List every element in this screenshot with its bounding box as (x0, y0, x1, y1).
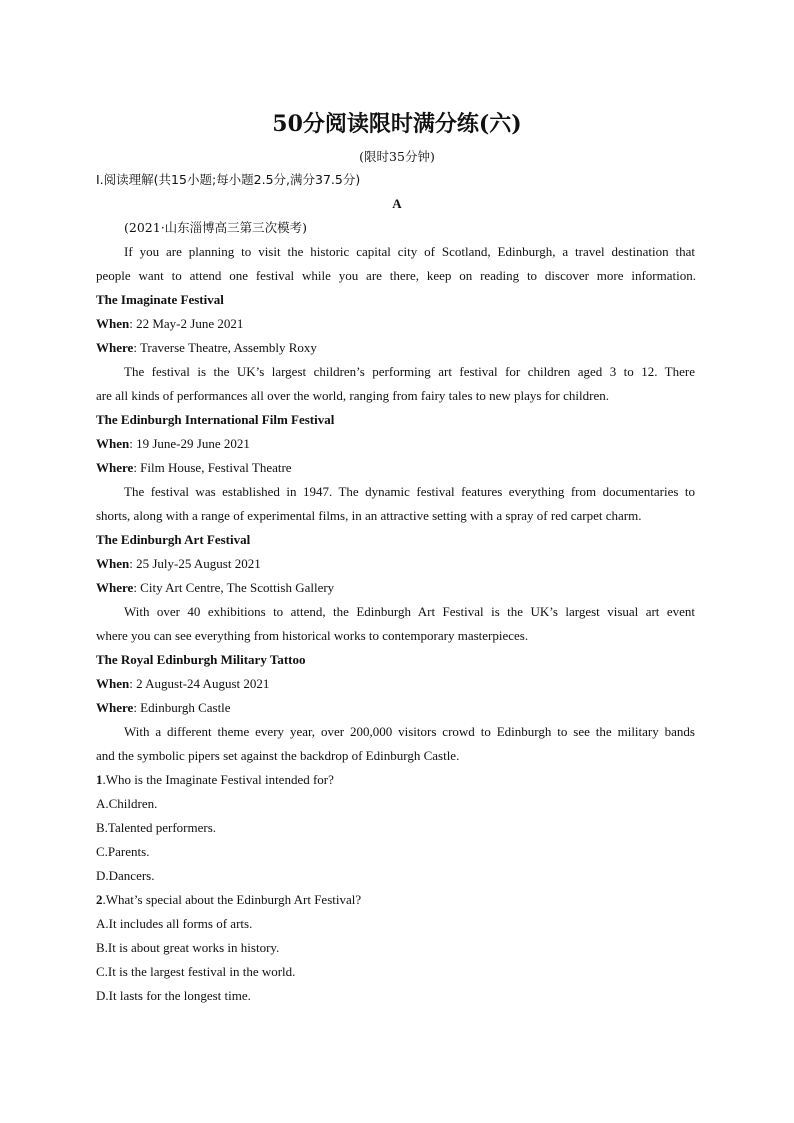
when-value: : 19 June-29 June 2021 (129, 436, 250, 451)
intro-line-2: people want to attend one festival while you are there, keep on reading to discover more information. (96, 268, 696, 283)
answer-option-a: A.It includes all forms of arts. (96, 916, 253, 931)
time-limit: (限时35分钟) (359, 149, 435, 164)
when-value: : 22 May-2 June 2021 (129, 316, 244, 331)
passage-source: (2021·山东淄博高三第三次模考) (124, 220, 308, 235)
answer-option-c: C.It is the largest festival in the world. (96, 964, 296, 979)
festival-desc-line-2: shorts, along with a range of experimental films, in an attractive setting with a spray of red carpet charm. (96, 508, 642, 523)
festival-name: The Edinburgh Art Festival (96, 532, 251, 547)
answer-option-d: D.It lasts for the longest time. (96, 988, 251, 1003)
where-label: Where (96, 580, 134, 595)
where-value: : Edinburgh Castle (133, 700, 231, 715)
festival-where (96, 339, 317, 357)
question-text: .Who is the Imaginate Festival intended for? (102, 772, 334, 787)
festival-name: The Edinburgh International Film Festival (96, 412, 335, 427)
festival-desc-line-2: where you can see everything from historical works to contemporary masterpieces. (96, 628, 529, 643)
festival-when (96, 675, 269, 693)
answer-option-a: A.Children. (96, 796, 158, 811)
intro-line-1: If you are planning to visit the historic capital city of Scotland, Edinburgh, a travel destination that (124, 244, 695, 259)
where-value: : Traverse Theatre, Assembly Roxy (133, 340, 317, 355)
question-number: 1 (96, 772, 103, 787)
when-value: : 2 August-24 August 2021 (129, 676, 270, 691)
section-heading: Ⅰ.阅读理解(共15小题;每小题2.5分,满分37.5分) (96, 172, 361, 187)
festival-name: The Royal Edinburgh Military Tattoo (96, 652, 306, 667)
festival-desc-line-1: The festival is the UK’s largest children’s performing art festival for children aged 3 to 12. There (124, 364, 695, 379)
question-stem (96, 891, 361, 909)
answer-option-b: B.It is about great works in history. (96, 940, 280, 955)
when-label: When (96, 316, 130, 331)
festival-when (96, 555, 261, 573)
festival-when (96, 315, 243, 333)
festival-desc-line-1: The festival was established in 1947. The dynamic festival features everything from documentaries to (124, 484, 695, 499)
festival-desc-line-2: and the symbolic pipers set against the backdrop of Edinburgh Castle. (96, 748, 460, 763)
festival-where (96, 459, 292, 477)
where-label: Where (96, 460, 134, 475)
when-value: : 25 July-25 August 2021 (129, 556, 261, 571)
festival-where (96, 699, 231, 717)
question-text: .What’s special about the Edinburgh Art Festival? (102, 892, 362, 907)
festival-when (96, 435, 250, 453)
question-number: 2 (96, 892, 103, 907)
festival-name: The Imaginate Festival (96, 292, 224, 307)
festival-desc-line-1: With over 40 exhibitions to attend, the Edinburgh Art Festival is the UK’s largest visual art event (124, 604, 695, 619)
answer-option-c: C.Parents. (96, 844, 150, 859)
page-title: 50分阅读限时满分练(六) (272, 111, 522, 137)
where-label: Where (96, 700, 134, 715)
when-label: When (96, 676, 130, 691)
answer-option-d: D.Dancers. (96, 868, 155, 883)
when-label: When (96, 436, 130, 451)
where-value: : City Art Centre, The Scottish Gallery (133, 580, 335, 595)
festival-desc-line-2: are all kinds of performances all over the world, ranging from fairy tales to new plays for children. (96, 388, 609, 403)
question-stem (96, 771, 334, 789)
festival-where (96, 579, 334, 597)
when-label: When (96, 556, 130, 571)
festival-desc-line-1: With a different theme every year, over 200,000 visitors crowd to Edinburgh to see the military bands (124, 724, 695, 739)
where-value: : Film House, Festival Theatre (133, 460, 292, 475)
where-label: Where (96, 340, 134, 355)
passage-letter: A (392, 196, 402, 211)
answer-option-b: B.Talented performers. (96, 820, 217, 835)
